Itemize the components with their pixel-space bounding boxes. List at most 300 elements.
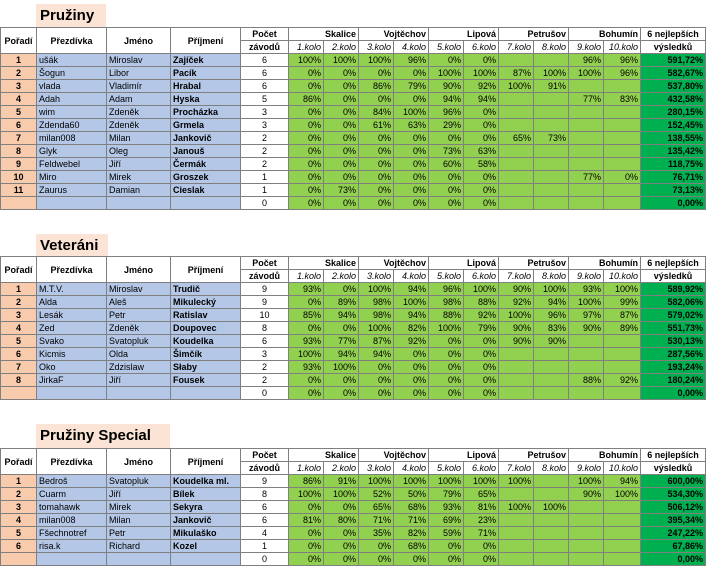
table-row xyxy=(1,501,706,514)
round-result-cell: 0% xyxy=(324,540,359,553)
nickname-cell: tomahawk xyxy=(37,501,107,514)
header-race: Vojtěchov xyxy=(359,257,429,270)
round-result-cell: 50% xyxy=(394,488,429,501)
round-result-cell: 0% xyxy=(324,322,359,335)
round-result-cell: 68% xyxy=(394,501,429,514)
round-result-cell xyxy=(499,158,534,171)
round-result-cell: 0% xyxy=(394,93,429,106)
header-count: Počet xyxy=(241,449,289,462)
round-result-cell xyxy=(499,54,534,67)
round-result-cell: 83% xyxy=(534,322,569,335)
header-round: 10.kolo xyxy=(604,41,641,54)
round-result-cell: 94% xyxy=(324,348,359,361)
rank-cell: 6 xyxy=(1,348,37,361)
header-race: Skalice xyxy=(289,449,359,462)
first-name-cell: Petr xyxy=(107,527,171,540)
round-result-cell xyxy=(534,514,569,527)
round-result-cell: 98% xyxy=(359,309,394,322)
header-race: Petrušov xyxy=(499,257,569,270)
last-name-cell: Sekyra xyxy=(171,501,241,514)
round-result-cell: 100% xyxy=(289,54,324,67)
round-result-cell: 0% xyxy=(289,374,324,387)
nickname-cell: Zdenda60 xyxy=(37,119,107,132)
header-round: 7.kolo xyxy=(499,41,534,54)
table-row xyxy=(1,54,706,67)
round-result-cell: 100% xyxy=(499,309,534,322)
round-result-cell xyxy=(499,119,534,132)
round-result-cell: 0% xyxy=(359,197,394,210)
round-result-cell: 96% xyxy=(429,283,464,296)
round-result-cell: 100% xyxy=(394,106,429,119)
rank-cell: 6 xyxy=(1,119,37,132)
rank-cell xyxy=(1,197,37,210)
race-count-cell: 2 xyxy=(241,145,289,158)
first-name-cell: Jiří xyxy=(107,488,171,501)
round-result-cell xyxy=(499,348,534,361)
round-result-cell xyxy=(604,540,641,553)
best-total-cell: 534,30% xyxy=(641,488,706,501)
round-result-cell xyxy=(604,106,641,119)
section-title: Veteráni xyxy=(36,234,108,258)
round-result-cell: 0% xyxy=(464,171,499,184)
last-name-cell: Šimčík xyxy=(171,348,241,361)
round-result-cell: 0% xyxy=(324,527,359,540)
round-result-cell: 87% xyxy=(604,309,641,322)
nickname-cell: Glyk xyxy=(37,145,107,158)
rank-cell: 5 xyxy=(1,106,37,119)
round-result-cell: 100% xyxy=(359,322,394,335)
round-result-cell: 79% xyxy=(464,322,499,335)
race-count-cell: 2 xyxy=(241,374,289,387)
best-total-cell: 152,45% xyxy=(641,119,706,132)
round-result-cell: 0% xyxy=(464,374,499,387)
round-result-cell: 0% xyxy=(289,80,324,93)
best-total-cell: 0,00% xyxy=(641,553,706,566)
round-result-cell: 0% xyxy=(324,197,359,210)
table-row xyxy=(1,475,706,488)
round-result-cell: 92% xyxy=(464,80,499,93)
header-round: 3.kolo xyxy=(359,41,394,54)
round-result-cell: 0% xyxy=(429,348,464,361)
first-name-cell: Damian xyxy=(107,184,171,197)
race-count-cell: 6 xyxy=(241,335,289,348)
header-last-name: Příjmení xyxy=(171,257,241,283)
round-result-cell xyxy=(534,158,569,171)
last-name-cell: Doupovec xyxy=(171,322,241,335)
last-name-cell: Hrabal xyxy=(171,80,241,93)
header-best-sub: výsledků xyxy=(641,270,706,283)
first-name-cell: Svatopluk xyxy=(107,335,171,348)
header-race: Petrušov xyxy=(499,449,569,462)
round-result-cell xyxy=(499,514,534,527)
round-result-cell: 0% xyxy=(394,553,429,566)
nickname-cell: JirkaF xyxy=(37,374,107,387)
round-result-cell: 94% xyxy=(359,348,394,361)
header-round: 5.kolo xyxy=(429,41,464,54)
nickname-cell: Miro xyxy=(37,171,107,184)
rank-cell: 9 xyxy=(1,158,37,171)
best-total-cell: 73,13% xyxy=(641,184,706,197)
round-result-cell xyxy=(499,553,534,566)
first-name-cell: Milan xyxy=(107,132,171,145)
round-result-cell: 0% xyxy=(324,501,359,514)
table-row xyxy=(1,145,706,158)
round-result-cell: 90% xyxy=(569,488,604,501)
round-result-cell: 100% xyxy=(359,475,394,488)
round-result-cell: 0% xyxy=(394,158,429,171)
round-result-cell: 83% xyxy=(604,93,641,106)
header-race: Lipová xyxy=(429,449,499,462)
round-result-cell: 93% xyxy=(569,283,604,296)
rank-cell: 3 xyxy=(1,80,37,93)
rank-cell: 7 xyxy=(1,361,37,374)
first-name-cell: Aleš xyxy=(107,296,171,309)
rank-cell: 5 xyxy=(1,335,37,348)
table-row xyxy=(1,119,706,132)
round-result-cell: 97% xyxy=(569,309,604,322)
round-result-cell xyxy=(499,540,534,553)
rank-cell: 8 xyxy=(1,374,37,387)
round-result-cell: 100% xyxy=(569,296,604,309)
table-row xyxy=(1,283,706,296)
round-result-cell xyxy=(499,171,534,184)
round-result-cell: 90% xyxy=(499,335,534,348)
round-result-cell: 0% xyxy=(429,335,464,348)
round-result-cell: 94% xyxy=(534,296,569,309)
nickname-cell: Oko xyxy=(37,361,107,374)
round-result-cell: 81% xyxy=(464,501,499,514)
rank-cell xyxy=(1,387,37,400)
race-count-cell: 2 xyxy=(241,361,289,374)
round-result-cell xyxy=(499,361,534,374)
round-result-cell: 94% xyxy=(429,93,464,106)
round-result-cell xyxy=(569,145,604,158)
round-result-cell: 0% xyxy=(289,184,324,197)
round-result-cell: 91% xyxy=(324,475,359,488)
round-result-cell xyxy=(569,387,604,400)
last-name-cell: Trudič xyxy=(171,283,241,296)
round-result-cell: 90% xyxy=(499,283,534,296)
round-result-cell: 0% xyxy=(324,132,359,145)
race-count-cell: 8 xyxy=(241,488,289,501)
best-total-cell: 395,34% xyxy=(641,514,706,527)
round-result-cell: 71% xyxy=(464,527,499,540)
nickname-cell: milan008 xyxy=(37,514,107,527)
round-result-cell: 0% xyxy=(324,145,359,158)
race-count-cell: 3 xyxy=(241,348,289,361)
table-row xyxy=(1,553,706,566)
round-result-cell: 0% xyxy=(464,54,499,67)
header-row xyxy=(1,28,706,41)
nickname-cell: Zed xyxy=(37,322,107,335)
round-result-cell: 0% xyxy=(289,67,324,80)
header-round: 5.kolo xyxy=(429,270,464,283)
header-round: 8.kolo xyxy=(534,270,569,283)
header-round: 1.kolo xyxy=(289,41,324,54)
round-result-cell xyxy=(604,132,641,145)
round-result-cell: 0% xyxy=(324,374,359,387)
round-result-cell: 0% xyxy=(359,361,394,374)
first-name-cell: Adam xyxy=(107,93,171,106)
round-result-cell xyxy=(604,145,641,158)
last-name-cell: Procházka xyxy=(171,106,241,119)
last-name-cell: Jankovič xyxy=(171,132,241,145)
round-result-cell: 0% xyxy=(359,93,394,106)
round-result-cell xyxy=(534,374,569,387)
table-row xyxy=(1,361,706,374)
header-round: 2.kolo xyxy=(324,462,359,475)
round-result-cell: 0% xyxy=(324,553,359,566)
header-race: Bohumín xyxy=(569,28,641,41)
race-count-cell: 9 xyxy=(241,283,289,296)
round-result-cell: 0% xyxy=(359,67,394,80)
nickname-cell: Alda xyxy=(37,296,107,309)
round-result-cell xyxy=(604,361,641,374)
round-result-cell: 93% xyxy=(289,283,324,296)
round-result-cell: 100% xyxy=(604,283,641,296)
round-result-cell: 0% xyxy=(429,361,464,374)
nickname-cell: Šogun xyxy=(37,67,107,80)
header-round: 1.kolo xyxy=(289,270,324,283)
round-result-cell: 89% xyxy=(324,296,359,309)
race-count-cell: 6 xyxy=(241,67,289,80)
header-round: 7.kolo xyxy=(499,270,534,283)
round-result-cell xyxy=(569,527,604,540)
table-row xyxy=(1,93,706,106)
round-result-cell: 0% xyxy=(324,387,359,400)
last-name-cell: Fousek xyxy=(171,374,241,387)
header-nickname: Přezdívka xyxy=(37,28,107,54)
round-result-cell: 0% xyxy=(429,197,464,210)
nickname-cell: milan008 xyxy=(37,132,107,145)
round-result-cell xyxy=(499,387,534,400)
header-rank: Pořadí xyxy=(1,449,37,475)
last-name-cell: Kozel xyxy=(171,540,241,553)
last-name-cell: Mikulecký xyxy=(171,296,241,309)
round-result-cell: 0% xyxy=(394,374,429,387)
first-name-cell: Richard xyxy=(107,540,171,553)
race-count-cell: 6 xyxy=(241,501,289,514)
header-race: Bohumín xyxy=(569,449,641,462)
round-result-cell: 0% xyxy=(429,171,464,184)
round-result-cell: 0% xyxy=(464,119,499,132)
round-result-cell: 52% xyxy=(359,488,394,501)
race-count-cell: 9 xyxy=(241,296,289,309)
first-name-cell: Oleg xyxy=(107,145,171,158)
round-result-cell: 0% xyxy=(324,283,359,296)
round-result-cell: 84% xyxy=(359,106,394,119)
first-name-cell: Miroslav xyxy=(107,283,171,296)
round-result-cell: 77% xyxy=(569,93,604,106)
round-result-cell: 0% xyxy=(359,145,394,158)
header-count-sub: závodů xyxy=(241,41,289,54)
round-result-cell: 0% xyxy=(429,553,464,566)
nickname-cell: Feldwebel xyxy=(37,158,107,171)
round-result-cell xyxy=(534,488,569,501)
rank-cell: 8 xyxy=(1,145,37,158)
round-result-cell: 94% xyxy=(394,309,429,322)
round-result-cell: 0% xyxy=(324,106,359,119)
round-result-cell xyxy=(569,158,604,171)
round-result-cell: 0% xyxy=(429,184,464,197)
round-result-cell: 92% xyxy=(604,374,641,387)
header-round: 4.kolo xyxy=(394,270,429,283)
round-result-cell xyxy=(604,184,641,197)
table-row xyxy=(1,158,706,171)
round-result-cell: 0% xyxy=(324,171,359,184)
header-row xyxy=(1,257,706,270)
round-result-cell: 79% xyxy=(429,488,464,501)
round-result-cell: 0% xyxy=(324,67,359,80)
last-name-cell xyxy=(171,197,241,210)
round-result-cell: 90% xyxy=(569,322,604,335)
round-result-cell xyxy=(604,119,641,132)
header-best: 6 nejlepších xyxy=(641,28,706,41)
round-result-cell: 0% xyxy=(359,387,394,400)
round-result-cell: 0% xyxy=(394,67,429,80)
round-result-cell: 61% xyxy=(359,119,394,132)
round-result-cell: 0% xyxy=(394,171,429,184)
race-count-cell: 5 xyxy=(241,93,289,106)
round-result-cell: 100% xyxy=(499,80,534,93)
round-result-cell: 0% xyxy=(359,540,394,553)
header-round: 2.kolo xyxy=(324,41,359,54)
header-round: 8.kolo xyxy=(534,41,569,54)
round-result-cell: 93% xyxy=(289,361,324,374)
round-result-cell: 86% xyxy=(359,80,394,93)
header-count-sub: závodů xyxy=(241,462,289,475)
round-result-cell: 100% xyxy=(324,54,359,67)
round-result-cell: 100% xyxy=(464,67,499,80)
race-count-cell: 1 xyxy=(241,540,289,553)
header-round: 3.kolo xyxy=(359,462,394,475)
round-result-cell xyxy=(569,361,604,374)
round-result-cell: 71% xyxy=(359,514,394,527)
round-result-cell: 71% xyxy=(394,514,429,527)
round-result-cell xyxy=(569,335,604,348)
round-result-cell xyxy=(604,197,641,210)
round-result-cell: 65% xyxy=(359,501,394,514)
nickname-cell: Cuarm xyxy=(37,488,107,501)
round-result-cell: 92% xyxy=(499,296,534,309)
table-row xyxy=(1,106,706,119)
round-result-cell xyxy=(534,106,569,119)
header-round: 5.kolo xyxy=(429,462,464,475)
best-total-cell: 582,06% xyxy=(641,296,706,309)
round-result-cell: 0% xyxy=(289,296,324,309)
header-race: Skalice xyxy=(289,28,359,41)
round-result-cell xyxy=(604,80,641,93)
first-name-cell: Miroslav xyxy=(107,54,171,67)
round-result-cell: 73% xyxy=(324,184,359,197)
table-row xyxy=(1,67,706,80)
first-name-cell: Zdzislaw xyxy=(107,361,171,374)
round-result-cell: 0% xyxy=(289,527,324,540)
table-row xyxy=(1,514,706,527)
best-total-cell: 582,67% xyxy=(641,67,706,80)
round-result-cell: 0% xyxy=(359,374,394,387)
round-result-cell xyxy=(534,119,569,132)
round-result-cell: 0% xyxy=(289,540,324,553)
header-round: 4.kolo xyxy=(394,462,429,475)
round-result-cell xyxy=(569,501,604,514)
round-result-cell xyxy=(569,553,604,566)
round-result-cell: 0% xyxy=(464,348,499,361)
first-name-cell: Olda xyxy=(107,348,171,361)
first-name-cell: Libor xyxy=(107,67,171,80)
round-result-cell xyxy=(534,171,569,184)
nickname-cell xyxy=(37,387,107,400)
round-result-cell: 0% xyxy=(324,119,359,132)
round-result-cell: 100% xyxy=(534,283,569,296)
table-row xyxy=(1,374,706,387)
round-result-cell: 87% xyxy=(359,335,394,348)
header-race: Lipová xyxy=(429,257,499,270)
round-result-cell xyxy=(569,80,604,93)
round-result-cell: 63% xyxy=(394,119,429,132)
table-row xyxy=(1,171,706,184)
nickname-cell: wim xyxy=(37,106,107,119)
round-result-cell: 90% xyxy=(499,322,534,335)
last-name-cell: Grmela xyxy=(171,119,241,132)
round-result-cell xyxy=(534,553,569,566)
last-name-cell: Čermák xyxy=(171,158,241,171)
first-name-cell: Milan xyxy=(107,514,171,527)
first-name-cell xyxy=(107,197,171,210)
round-result-cell xyxy=(534,527,569,540)
table-row xyxy=(1,197,706,210)
round-result-cell: 88% xyxy=(569,374,604,387)
header-round: 6.kolo xyxy=(464,270,499,283)
round-result-cell: 0% xyxy=(464,184,499,197)
round-result-cell: 100% xyxy=(429,475,464,488)
rank-cell: 10 xyxy=(1,171,37,184)
rank-cell: 4 xyxy=(1,322,37,335)
best-total-cell: 530,13% xyxy=(641,335,706,348)
race-count-cell: 6 xyxy=(241,80,289,93)
round-result-cell: 100% xyxy=(429,322,464,335)
round-result-cell: 100% xyxy=(289,488,324,501)
best-total-cell: 579,02% xyxy=(641,309,706,322)
round-result-cell: 0% xyxy=(324,158,359,171)
header-round: 7.kolo xyxy=(499,462,534,475)
round-result-cell: 98% xyxy=(429,296,464,309)
race-count-cell: 0 xyxy=(241,387,289,400)
first-name-cell: Zdeněk xyxy=(107,322,171,335)
round-result-cell xyxy=(569,132,604,145)
round-result-cell: 87% xyxy=(499,67,534,80)
round-result-cell: 77% xyxy=(324,335,359,348)
round-result-cell: 0% xyxy=(464,361,499,374)
round-result-cell xyxy=(534,348,569,361)
round-result-cell: 0% xyxy=(289,106,324,119)
section-title: Pružiny xyxy=(36,4,106,28)
race-count-cell: 0 xyxy=(241,197,289,210)
round-result-cell xyxy=(569,106,604,119)
header-rank: Pořadí xyxy=(1,257,37,283)
round-result-cell: 0% xyxy=(359,553,394,566)
table-row xyxy=(1,80,706,93)
round-result-cell: 23% xyxy=(464,514,499,527)
round-result-cell: 0% xyxy=(429,540,464,553)
last-name-cell: Jankovič xyxy=(171,514,241,527)
round-result-cell: 96% xyxy=(429,106,464,119)
first-name-cell: Mirek xyxy=(107,171,171,184)
last-name-cell: Cieslak xyxy=(171,184,241,197)
round-result-cell: 100% xyxy=(604,488,641,501)
round-result-cell: 94% xyxy=(604,475,641,488)
round-result-cell: 0% xyxy=(324,80,359,93)
